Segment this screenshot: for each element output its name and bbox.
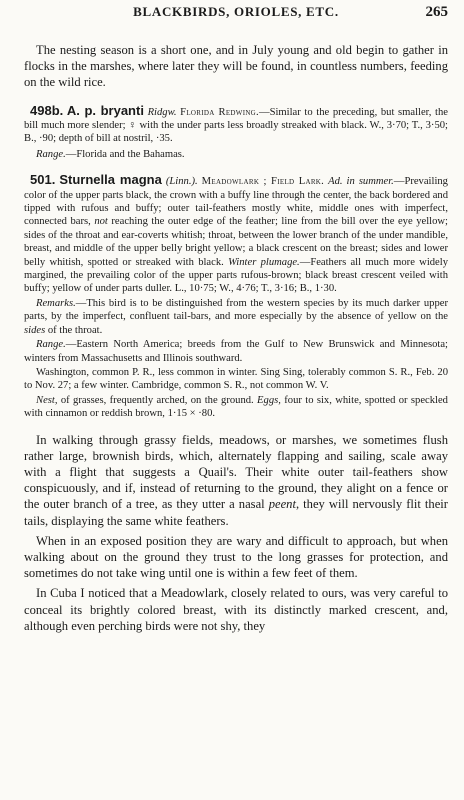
range-text: —Florida and the Bahamas. bbox=[65, 148, 185, 160]
description-part-b: reaching the outer edge of the feather; line from the bill over the eye yellow; sides of the throat and ear-coverts whitish; throat, between the lower branch of the under mandible, breast, and middle of the upper belly bright yellow; a black crescent on the breast; sides and lower belly whitish, spotted or streaked with black. bbox=[24, 216, 448, 268]
remarks-501 bbox=[24, 297, 448, 337]
nest-text-b: four to six, white, spotted or speckled with cinnamon or reddish brown, 1·15 × ·80. bbox=[24, 394, 448, 420]
winter-label: Winter plumage. bbox=[228, 256, 300, 268]
range-text: —Eastern North America; breeds from the Gulf to New Brunswick and Minnesota; winters from Massachusetts and Illinois southward. bbox=[24, 339, 448, 364]
entry-number: 498b. bbox=[30, 102, 64, 118]
authority: Ridgw. bbox=[147, 106, 177, 118]
nest-text-a: of grasses, frequently arched, on the ground. bbox=[57, 394, 258, 406]
adult-label: Ad. in summer. bbox=[328, 176, 394, 188]
description: —Similar to the preceding, but smaller, the bill much more slender; ♀ with the under parts less broadly streaked with black. W., 3·70; T., 3·50; B., ·90; depth of bill at nostril, ·35. bbox=[24, 106, 448, 145]
range-501 bbox=[24, 338, 448, 365]
winter-text: —Feathers all much more widely margined, the prevailing color of the upper parts rufous-brown; black breast crescent veiled with buffy; yellow of under parts duller. L., 10·75; W., 4·76; T., 3·16; B., 1·30. bbox=[24, 256, 448, 295]
remarks-label: Remarks. bbox=[36, 297, 76, 309]
nest-501 bbox=[24, 394, 448, 421]
exposed-paragraph: When in an exposed position they are wary and difficult to approach, but when walking about on the ground they trust to the long grasses for protection, and sometimes do not take wing until one is within a few feet of them. bbox=[24, 533, 448, 581]
scientific-name: Sturnella magna bbox=[59, 172, 162, 188]
nest-label: Nest, bbox=[36, 394, 58, 406]
authority: (Linn.). bbox=[165, 176, 198, 188]
remarks-part-a: —This bird is to be distinguished from the western species by its much darker upper parts, by the imperfect, confluent tail-bars, and more especially by the absence of yellow on the bbox=[24, 297, 448, 323]
eggs-label: Eggs, bbox=[257, 394, 281, 406]
page-number: 265 bbox=[425, 4, 448, 20]
scientific-name: A. p. bryanti bbox=[66, 102, 144, 118]
emphasis-peent: peent bbox=[268, 497, 296, 512]
walking-paragraph bbox=[24, 432, 448, 529]
emphasis-not: not bbox=[94, 216, 108, 228]
washington-records: Washington, common P. R., less common in winter. Sing Sing, tolerably common S. R., Feb. 20 to Nov. 27; a few winter. Cambridge, common S. R., not common W. V. bbox=[24, 366, 448, 392]
range-498b bbox=[24, 148, 448, 161]
entry-number: 501. bbox=[30, 172, 56, 188]
walking-text-b: , they will nervously flit their tails, displaying the same white feathers. bbox=[24, 497, 448, 528]
range-label: Range. bbox=[36, 339, 66, 351]
remarks-part-b: of the throat. bbox=[45, 324, 103, 336]
page-header bbox=[24, 0, 448, 26]
entry-501 bbox=[24, 173, 448, 296]
nesting-paragraph: The nesting season is a short one, and in July young and old begin to gather in flocks in the marshes, where later they will be found, in countless numbers, feeding on the wild rice. bbox=[24, 43, 448, 90]
entry-498b bbox=[24, 104, 448, 146]
description-part-a: —Prevailing color of the upper parts black, the crown with a buffy line through the center, the back bordered and tipped with rufous and buffy; outer tail-feathers mostly white, middle ones with imperfect, connected bars, bbox=[24, 176, 448, 228]
common-name: Florida Redwing. bbox=[180, 106, 259, 118]
cuba-paragraph: In Cuba I noticed that a Meadowlark, closely related to ours, was very careful to conceal its brightly colored breast, with its distinctly marked crescent, and, although even perching birds were not shy, they bbox=[24, 586, 448, 633]
common-name: Meadowlark ; Field Lark. bbox=[201, 176, 325, 188]
running-title: BLACKBIRDS, ORIOLES, ETC. bbox=[133, 4, 339, 19]
walking-text-a: In walking through grassy fields, meadows, or marshes, we sometimes flush rather large, brownish birds, which, alternately flapping and sailing, scale away with a flight that suggests a Quail's. Their white outer tail-feathers show conspicuously, and if, instead of returning to the ground, they alight on a fence or the outer branch of a tree, as they utter a nasal bbox=[24, 432, 448, 512]
emphasis-sides: sides bbox=[24, 324, 46, 336]
range-label: Range. bbox=[36, 148, 66, 160]
